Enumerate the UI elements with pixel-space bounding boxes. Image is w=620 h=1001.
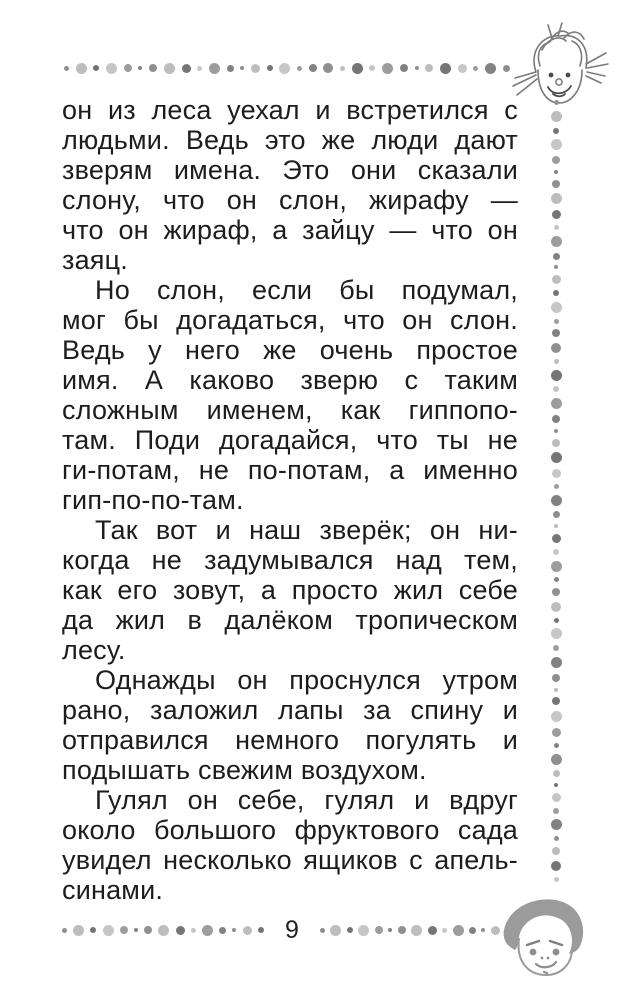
border-dot xyxy=(552,847,560,855)
border-dot xyxy=(552,697,560,705)
border-dot xyxy=(554,577,559,582)
border-dot xyxy=(553,511,560,518)
border-dot xyxy=(554,429,558,433)
border-dot xyxy=(369,65,375,71)
border-dot xyxy=(340,66,345,71)
border-dot xyxy=(411,925,422,936)
border-dot xyxy=(551,754,562,765)
text-line: людьми. Ведь это же люди дают xyxy=(62,125,518,155)
border-dot xyxy=(469,927,476,934)
border-dot xyxy=(553,808,559,814)
text-line: он из леса уехал и встретился с xyxy=(62,95,518,125)
border-dot xyxy=(134,928,138,932)
border-dot xyxy=(149,64,157,72)
border-dot xyxy=(553,290,559,296)
text-line: Гулял он себе, гулял и вдруг xyxy=(95,785,518,815)
border-dot xyxy=(209,63,220,74)
text-line: рано, заложил лапы за спину и xyxy=(62,695,518,725)
border-dot xyxy=(551,602,561,612)
border-dot xyxy=(551,236,562,247)
border-dot xyxy=(64,66,69,71)
border-dot xyxy=(138,66,142,70)
dotted-border-bottom-right xyxy=(320,923,500,937)
border-dot xyxy=(232,928,236,932)
border-dot xyxy=(297,66,302,71)
border-dot xyxy=(551,711,562,722)
border-dot xyxy=(251,64,260,73)
border-dot xyxy=(191,928,196,933)
border-dot xyxy=(320,928,325,933)
border-dot xyxy=(473,66,478,71)
border-dot xyxy=(551,628,562,639)
border-dot xyxy=(551,561,562,572)
text-line: заяц. xyxy=(62,245,128,275)
border-dot xyxy=(164,63,175,74)
border-dot xyxy=(553,549,559,555)
text-line: подышать свежим воздухом. xyxy=(62,755,427,785)
border-dot xyxy=(219,927,226,934)
border-dot xyxy=(415,66,419,70)
text-line: имя. А каково зверю с таким xyxy=(62,365,518,395)
border-dot xyxy=(352,63,363,74)
text-line: зверям имена. Это они сказали xyxy=(62,155,518,185)
text-line: около большого фруктового сада xyxy=(62,815,518,845)
border-dot xyxy=(428,926,437,935)
text-line: да жил в далёком тропическом xyxy=(62,605,518,635)
border-dot xyxy=(551,861,561,871)
border-dot xyxy=(552,439,560,447)
text-line: отправился немного погулять и xyxy=(62,725,518,755)
border-dot xyxy=(552,210,561,219)
border-dot xyxy=(551,193,562,204)
border-dot xyxy=(552,534,561,543)
border-dot xyxy=(551,302,562,313)
border-dot xyxy=(551,343,561,353)
text-line: ги-потам, не по-потам, а именно xyxy=(62,455,518,485)
border-dot xyxy=(551,495,562,506)
border-dot xyxy=(243,926,252,935)
border-dot xyxy=(323,63,333,73)
border-dot xyxy=(400,64,408,72)
border-dot xyxy=(554,225,559,230)
border-dot xyxy=(552,180,560,188)
text-line: увидел несколько ящиков с апель- xyxy=(62,845,518,875)
border-dot xyxy=(554,618,559,623)
border-dot xyxy=(176,926,185,935)
border-dot xyxy=(551,370,562,381)
border-dot xyxy=(554,319,559,324)
border-dot xyxy=(552,793,561,802)
text-line: мог бы догадаться, что он слон. xyxy=(62,305,518,335)
border-dot xyxy=(202,925,213,936)
border-dot xyxy=(552,674,560,682)
page-number: 9 xyxy=(285,915,299,944)
border-dot xyxy=(552,329,560,337)
border-dot xyxy=(90,927,96,933)
border-dot xyxy=(551,398,562,409)
border-dot xyxy=(258,927,264,933)
text-line: слону, что он слон, жирафу — xyxy=(62,185,518,215)
border-dot xyxy=(554,484,559,489)
border-dot xyxy=(554,688,558,692)
border-dot xyxy=(551,452,562,463)
text-line: сложным именем, как гиппопо- xyxy=(62,395,518,425)
border-dot xyxy=(120,926,128,934)
border-dot xyxy=(553,386,559,392)
dotted-border-side xyxy=(549,100,563,882)
border-dot xyxy=(554,265,558,269)
border-dot xyxy=(552,156,560,164)
border-dot xyxy=(227,65,234,72)
border-dot xyxy=(453,925,464,936)
text-line: что он жираф, а зайцу — что он xyxy=(62,215,518,245)
text-line: Но слон, если бы подумал, xyxy=(95,275,518,305)
text-line: Однажды он проснулся утром xyxy=(95,665,518,695)
border-dot xyxy=(62,928,67,933)
border-dot xyxy=(554,359,559,364)
border-dot xyxy=(279,63,290,74)
border-dot xyxy=(554,524,558,528)
border-dot xyxy=(551,657,562,668)
border-dot xyxy=(552,469,561,478)
page-footer xyxy=(62,915,520,945)
border-dot xyxy=(552,588,560,596)
border-dot xyxy=(551,139,562,150)
border-dot xyxy=(425,64,433,72)
border-dot xyxy=(551,819,562,830)
text-line: Так вот и наш зверёк; он ни- xyxy=(95,515,518,545)
border-dot xyxy=(388,928,392,932)
border-dot xyxy=(330,925,341,936)
border-dot xyxy=(76,63,87,74)
border-dot xyxy=(440,63,451,74)
text-line: как его зовут, а просто жил себе xyxy=(62,575,518,605)
text-line: там. Поди догадайся, что ты не xyxy=(62,425,518,455)
border-dot xyxy=(554,100,559,105)
text-line: синами. xyxy=(62,875,164,905)
border-dot xyxy=(106,63,117,74)
border-dot xyxy=(358,925,369,936)
border-dot xyxy=(124,64,132,72)
border-dot xyxy=(158,925,169,936)
border-dot xyxy=(553,770,560,777)
dotted-border-bottom-left xyxy=(62,923,264,937)
border-dot xyxy=(197,66,202,71)
boy-face-icon xyxy=(492,891,602,993)
border-dot xyxy=(553,253,560,260)
text-column xyxy=(62,95,518,905)
text-line: лесу. xyxy=(62,635,126,665)
border-dot xyxy=(144,926,152,934)
border-dot xyxy=(382,63,393,74)
text-line: когда не задумывался над тем, xyxy=(62,545,518,575)
border-dot xyxy=(182,64,191,73)
border-dot xyxy=(554,170,558,174)
text-line: Ведь у него же очень простое xyxy=(62,335,518,365)
border-dot xyxy=(554,783,558,787)
border-dot xyxy=(93,65,99,71)
border-dot xyxy=(554,836,559,841)
border-dot xyxy=(240,66,244,70)
border-dot xyxy=(552,728,561,737)
border-dot xyxy=(309,64,317,72)
border-dot xyxy=(267,65,273,71)
border-dot xyxy=(398,926,406,934)
border-dot xyxy=(552,415,560,423)
dotted-border-top xyxy=(64,61,510,75)
border-dot xyxy=(552,275,561,284)
boy-face-illustration xyxy=(492,891,602,993)
border-dot xyxy=(553,645,559,651)
border-dot xyxy=(554,877,559,882)
border-dot xyxy=(551,111,562,122)
border-dot xyxy=(458,64,467,73)
text-line: гип-по-по-там. xyxy=(62,485,244,515)
border-dot xyxy=(103,925,114,936)
border-dot xyxy=(553,128,559,134)
border-dot xyxy=(375,926,383,934)
border-dot xyxy=(73,925,84,936)
border-dot xyxy=(554,743,559,748)
border-dot xyxy=(481,928,485,932)
border-dot xyxy=(347,927,353,933)
border-dot xyxy=(442,928,447,933)
border-dot xyxy=(485,63,496,74)
